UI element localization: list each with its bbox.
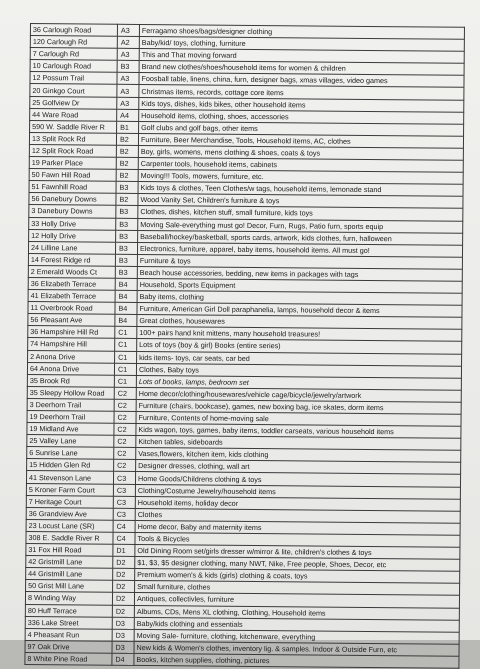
zone-cell: C2: [114, 399, 136, 411]
zone-cell: B2: [116, 133, 138, 145]
items-cell: Household, Sports Equipment: [137, 278, 462, 293]
zone-cell: A2: [117, 36, 139, 48]
items-cell: Household items, clothing, shoes, accessories: [139, 109, 464, 124]
address-cell: 35 Brook Rd: [27, 374, 114, 387]
items-cell: Lots of toys (boy & girl) Books (entire series): [137, 339, 462, 354]
address-cell: 12 Split Rock Road: [29, 144, 116, 157]
zone-cell: C1: [115, 339, 137, 351]
address-cell: 2 Anona Drive: [28, 350, 115, 363]
address-cell: 25 Valley Lane: [27, 435, 114, 448]
zone-cell: B3: [115, 266, 137, 278]
zone-cell: B3: [116, 230, 138, 242]
items-cell: Moving!!! Tools, mowers, furniture, etc.: [138, 170, 463, 185]
zone-cell: C4: [113, 520, 135, 532]
items-cell: Baby items, clothing: [137, 291, 462, 306]
zone-cell: A3: [117, 85, 139, 97]
zone-cell: B1: [117, 121, 139, 133]
zone-cell: D3: [112, 617, 134, 629]
zone-cell: B4: [115, 315, 137, 327]
address-cell: 23 Locust Lane (SR): [26, 519, 113, 532]
items-cell: Furniture (chairs, bookcase), games, new boxing bag, ice skates, dorm items: [136, 399, 461, 414]
sale-listing: [24, 23, 464, 669]
items-cell: Kids toys & clothes, Teen Clothes/w tags, household items, lemonade stand: [138, 182, 463, 197]
items-cell: $1, $3, $5 designer clothing, many NWT, Nike, Free people, Shoes, Decor, etc: [135, 557, 460, 572]
items-cell: Great clothes, housewares: [137, 315, 462, 330]
zone-cell: D2: [113, 556, 135, 568]
items-cell: Furniture, Contents of home-moving sale: [136, 411, 461, 426]
address-cell: 41 Elizabeth Terrace: [28, 290, 115, 303]
items-cell: Foosball table, linens, china, furn, designer bags, xmas villages, video games: [139, 73, 464, 88]
zone-cell: D1: [113, 544, 135, 556]
items-cell: Books, kitchen supplies, clothing, pictures: [134, 653, 459, 668]
items-cell: Golf clubs and golf bags, other items: [139, 121, 464, 136]
address-cell: 31 Fox Hill Road: [26, 544, 113, 557]
items-cell: Electronics, furniture, apparel, baby items, household items. All must go!: [137, 242, 462, 257]
zone-cell: B3: [115, 254, 137, 266]
zone-cell: C2: [114, 387, 136, 399]
address-cell: 7 Carlough Rd: [30, 48, 117, 61]
items-cell: Beach house accessories, bedding, new items in packages with tags: [137, 266, 462, 281]
items-cell: This and That moving forward: [139, 49, 464, 64]
items-cell: Baseball/hockey/basketball, sports cards, artwork, kids clothes, furn, halloween: [138, 230, 463, 245]
zone-cell: D2: [112, 593, 134, 605]
zone-cell: C2: [114, 460, 136, 472]
items-cell: Designer dresses, clothing, wall art: [136, 460, 461, 475]
address-cell: 4 Pheasant Run: [25, 628, 112, 641]
items-cell: Small furniture, clothes: [135, 581, 460, 596]
items-cell: Furniture, American Girl Doll paraphanelia, lamps, household decor & items: [137, 303, 462, 318]
address-cell: 80 Huff Terrace: [25, 604, 112, 617]
address-cell: 19 Parker Place: [29, 157, 116, 170]
items-cell: Moving Sale- furniture, clothing, kitchenware, everything: [134, 629, 459, 644]
items-cell: Boy, girls, womens, mens clothing & shoes, coats & toys: [138, 145, 463, 160]
items-cell: Furniture & toys: [137, 254, 462, 269]
address-cell: 20 Ginkgo Court: [30, 84, 117, 97]
items-cell: Furniture, Beer Merchandise, Tools, Household items, AC, clothes: [138, 133, 463, 148]
address-cell: 35 Sleepy Hollow Road: [27, 386, 114, 399]
items-cell: Carpenter tools, household items, cabinets: [138, 157, 463, 172]
address-cell: 8 Winding Way: [25, 592, 112, 605]
address-cell: 7 Heritage Court: [26, 495, 113, 508]
items-cell: Albums, CDs, Mens XL clothing, Clothing, Household items: [134, 605, 459, 620]
zone-cell: B2: [116, 194, 138, 206]
address-cell: 13 Split Rock Rd: [29, 132, 116, 145]
items-cell: Kitchen tables, sideboards: [136, 436, 461, 451]
zone-cell: D2: [112, 605, 134, 617]
address-cell: 42 Gristmill Lane: [26, 556, 113, 569]
zone-cell: B3: [116, 218, 138, 230]
zone-cell: C3: [113, 496, 135, 508]
address-cell: 24 Lilline Lane: [28, 241, 115, 254]
address-cell: 3 Danebury Downs: [29, 205, 116, 218]
zone-cell: C3: [113, 484, 135, 496]
address-cell: 2 Emerald Woods Ct: [28, 265, 115, 278]
address-cell: 19 Deerhorn Trail: [27, 410, 114, 423]
zone-cell: C3: [113, 508, 135, 520]
address-cell: 308 E. Saddle River R: [26, 531, 113, 544]
zone-cell: B3: [115, 242, 137, 254]
items-cell: 100+ pairs hand knit mittens, many household treasures!: [137, 327, 462, 342]
zone-cell: A4: [117, 109, 139, 121]
zone-cell: A3: [117, 97, 139, 109]
address-cell: 36 Grandview Ave: [26, 507, 113, 520]
address-cell: 50 Fawn Hill Road: [29, 169, 116, 182]
zone-cell: B2: [116, 145, 138, 157]
items-cell: kids items- toys, car seats, car bed: [137, 351, 462, 366]
items-cell: Clothes, dishes, kitchen stuff, small furniture, kids toys: [138, 206, 463, 221]
items-cell: Baby/kid/ toys, clothing, furniture: [139, 37, 464, 52]
items-cell: Premium women's & kids (girls) clothing & coats, toys: [135, 569, 460, 584]
items-cell: Home Goods/Childrens clothing & toys: [135, 472, 460, 487]
zone-cell: C1: [115, 351, 137, 363]
address-cell: 120 Carlough Rd: [30, 36, 117, 49]
items-cell: Home decor/clothing/housewares/vehicle cage/bicycle/jewelry/artwork: [136, 387, 461, 402]
items-cell: Moving Sale-everything must go! Decor, Furn, Rugs, Patio furn, sports equip: [138, 218, 463, 233]
address-cell: 25 Golfview Dr: [30, 96, 117, 109]
zone-cell: D2: [113, 568, 135, 580]
address-cell: 56 Danebury Downs: [29, 193, 116, 206]
items-cell: Household items, holiday decor: [135, 496, 460, 511]
zone-cell: B4: [115, 278, 137, 290]
zone-cell: C2: [114, 423, 136, 435]
items-cell: Ferragamo shoes/bags/designer clothing: [139, 24, 464, 39]
items-cell: Clothes: [135, 508, 460, 523]
items-cell: Tools & Bicycles: [135, 532, 460, 547]
address-cell: 36 Elizabeth Terrace: [28, 277, 115, 290]
address-cell: 64 Anona Drive: [27, 362, 114, 375]
address-cell: 12 Possum Trail: [30, 72, 117, 85]
address-cell: 336 Lake Street: [25, 616, 112, 629]
zone-cell: D4: [112, 653, 134, 665]
address-cell: 590 W. Saddle River R: [30, 120, 117, 133]
address-cell: 50 Grist Mill Lane: [26, 580, 113, 593]
zone-cell: D3: [112, 641, 134, 653]
zone-cell: B3: [116, 181, 138, 193]
zone-cell: C2: [114, 411, 136, 423]
address-cell: 74 Hampshire Hill: [28, 338, 115, 351]
zone-cell: B2: [116, 169, 138, 181]
zone-cell: D2: [113, 581, 135, 593]
address-cell: 3 Deerhorn Trail: [27, 398, 114, 411]
address-cell: 14 Forest Ridge rd: [28, 253, 115, 266]
address-cell: 44 Gristmill Lane: [26, 568, 113, 581]
zone-cell: C2: [114, 435, 136, 447]
address-cell: 51 Fawnhill Road: [29, 181, 116, 194]
address-cell: 19 Midland Ave: [27, 423, 114, 436]
items-cell: Home decor, Baby and maternity items: [135, 520, 460, 535]
zone-cell: D3: [112, 629, 134, 641]
items-cell: Wood Vanity Set, Children's furniture & toys: [138, 194, 463, 209]
address-cell: 97 Oak Drive: [25, 640, 112, 653]
zone-cell: A3: [117, 73, 139, 85]
zone-cell: A3: [117, 48, 139, 60]
zone-cell: C4: [113, 532, 135, 544]
address-cell: 56 Pleasant Ave: [28, 314, 115, 327]
items-cell: Kids wagon, toys, games, baby items, toddler carseats, various household items: [136, 424, 461, 439]
zone-cell: B4: [115, 302, 137, 314]
address-cell: 36 Hampshire Hill Rd: [28, 326, 115, 339]
address-cell: 5 Kroner Farm Court: [26, 483, 113, 496]
items-cell: New kids & Women's clothes, inventory lig. & samples. Indoor & Outside Furn, etc: [134, 641, 459, 656]
address-cell: 6 Sunrise Lane: [27, 447, 114, 460]
items-cell: Vases,flowers, kitchen item, kids clothing: [136, 448, 461, 463]
address-cell: 12 Holly Drive: [29, 229, 116, 242]
items-cell: Christmas items, records, cottage core items: [139, 85, 464, 100]
items-cell: Brand new clothes/shoes/household items for women & children: [139, 61, 464, 76]
items-cell: Kids toys, dishes, kids bikes, other household items: [139, 97, 464, 112]
address-cell: 11 Overbrook Road: [28, 302, 115, 315]
zone-cell: B2: [116, 157, 138, 169]
zone-cell: B4: [115, 290, 137, 302]
zone-cell: C1: [114, 363, 136, 375]
address-cell: 15 Hidden Glen Rd: [27, 459, 114, 472]
zone-cell: C1: [115, 327, 137, 339]
zone-cell: C2: [114, 448, 136, 460]
sale-table-body: [25, 24, 465, 669]
address-cell: 36 Carlough Road: [30, 24, 117, 37]
zone-cell: C3: [113, 472, 135, 484]
zone-cell: C1: [114, 375, 136, 387]
items-cell: Clothing/Costume Jewelry/household items: [135, 484, 460, 499]
zone-cell: B3: [116, 206, 138, 218]
address-cell: 41 Stevenson Lane: [26, 471, 113, 484]
items-cell: Old Dining Room set/girls dresser w/mirror & lite, children's clothes & toys: [135, 544, 460, 559]
sale-table: [24, 23, 465, 669]
zone-cell: A3: [117, 24, 139, 36]
zone-cell: B3: [117, 61, 139, 73]
items-cell: Baby/kids clothing and essentials: [134, 617, 459, 632]
address-cell: 8 White Pine Road: [25, 652, 112, 665]
items-cell: Clothes, Baby toys: [136, 363, 461, 378]
items-cell: Antiques, collectivles, furniture: [134, 593, 459, 608]
address-cell: 44 Ware Road: [30, 108, 117, 121]
address-cell: 33 Holly Drive: [29, 217, 116, 230]
items-cell: Lots of books, lamps, bedroom set: [136, 375, 461, 390]
address-cell: 10 Carlough Road: [30, 60, 117, 73]
